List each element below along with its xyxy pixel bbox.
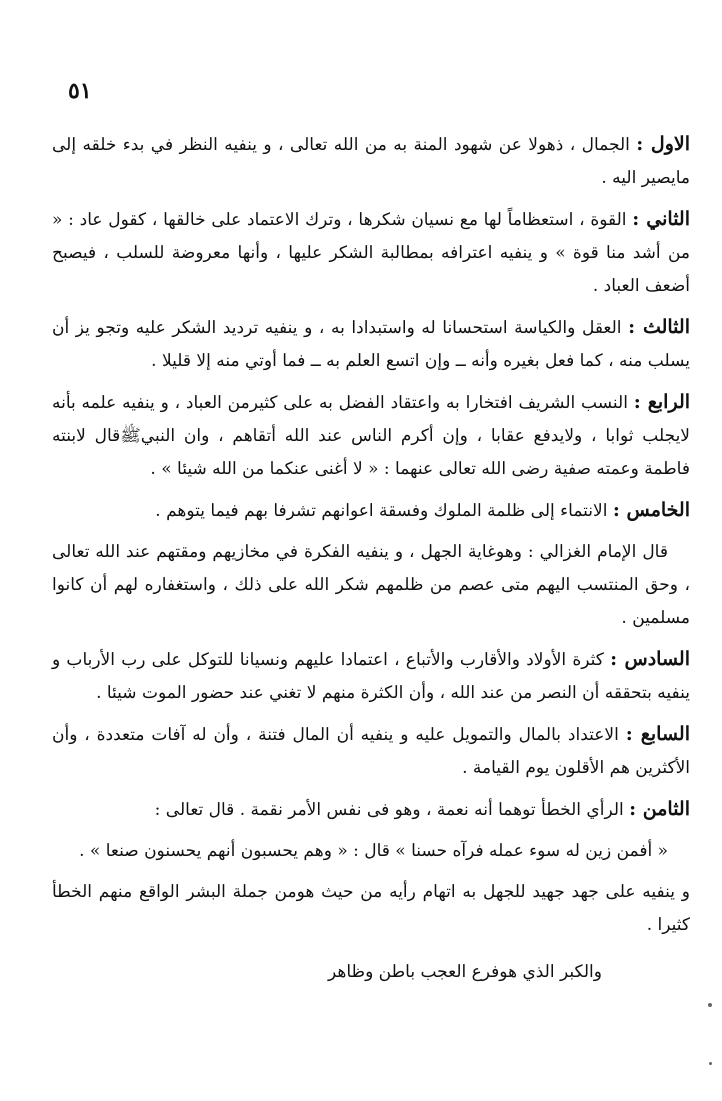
section-text: كثرة الأولاد والأقارب والأتباع ، اعتمادا عليهم ونسيانا للتوكل على رب الأرباب و ينفيه بتحققه أن النصر من عند الله ، وأن الكثرة منهم لا تغني عند حضور الموت شيئا . — [52, 650, 690, 703]
section-paragraph — [52, 386, 690, 486]
section-text: القوة ، استعظاماً لها مع نسيان شكرها ، وترك الاعتماد على خالقها ، كقول عاد : « من أشد منا قوة » و ينفيه اعترافه بمطالبة الشكر عليها ، وأنها معروضة للسلب ، فيصبح أضعف العباد . — [52, 210, 690, 296]
closing-line: والكبر الذي هوفرع العجب باطن وظاهر — [328, 962, 602, 982]
section-label: السادس : — [610, 648, 690, 670]
section-label: الرابع : — [633, 391, 691, 413]
ghazali-paragraph: قال الإمام الغزالي : وهوغاية الجهل ، و ينفيه الفكرة في مخازيهم ومقتهم عند الله تعالى ، وحق المنتسب اليهم متى عصم من ظلمهم شكر الله على ذلك ، واستغفاره لهم أن كانوا مسلمين . — [52, 542, 690, 628]
section-label: السابع : — [625, 723, 690, 745]
remedy-paragraph: و ينفيه على جهد جهيد للجهل به اتهام رأيه من حيث هومن جملة البشر الواقع منهم الخطأ كثيرا . — [52, 882, 690, 935]
section-text: الرأي الخطأ توهما أنه نعمة ، وهو فى نفس الأمر نقمة . قال تعالى : — [154, 800, 630, 820]
section-text: الاعتداد بالمال والتمويل عليه و ينفيه أن المال فتنة ، وأن له آفات متعددة ، وأن الأكثرين هم الأقلون يوم القيامة . — [52, 725, 690, 778]
section-label: الخامس : — [612, 499, 690, 521]
section-paragraph — [52, 718, 690, 785]
quran-quote: « أفمن زين له سوء عمله فرآه حسنا » قال : « وهم يحسبون أنهم يحسنون صنعا » . — [79, 841, 668, 861]
page-body — [52, 128, 690, 997]
section-label: الاول : — [636, 133, 690, 155]
section-text: النسب الشريف افتخارا به واعتقاد الفضل به على كثيرمن العباد ، و ينفيه علمه بأنه لايجلب ثوابا ، ولايدفع عقابا ، وإن أكرم الناس عند الله أتقاهم ، وان النبيﷺقال لابنته فاطمة وعمته صفية رضى الله تعالى عنهما : « لا أغنى عنكما من الله شيئا » . — [52, 393, 690, 479]
section-text: العقل والكياسة استحسانا له واستبدادا به ، و ينفيه ترديد الشكر عليه وتجو يز أن يسلب منه ، كما فعل بغيره وأنه ــ وإن اتسع العلم به ــ فما أوتي منه إلا قليلا . — [52, 318, 690, 371]
section-paragraph — [52, 203, 690, 303]
section-paragraph — [52, 643, 690, 710]
section-text: الانتماء إلى ظلمة الملوك وفسقة اعوانهم تشرفا بهم فيما يتوهم . — [155, 501, 613, 521]
section-paragraph — [52, 128, 690, 195]
section-paragraph — [52, 311, 690, 378]
section-paragraph — [52, 793, 690, 827]
scan-speck — [708, 1003, 712, 1007]
scan-speck — [709, 1062, 712, 1065]
section-paragraph — [52, 494, 690, 528]
page-number: ٥١ — [68, 78, 92, 104]
section-text: الجمال ، ذهولا عن شهود المنة به من الله تعالى ، و ينفيه النظر في بدء خلقه إلى مايصير اليه . — [52, 135, 690, 188]
section-label: الثالث : — [628, 316, 690, 338]
section-label: الثامن : — [629, 798, 690, 820]
section-label: الثاني : — [632, 208, 690, 230]
